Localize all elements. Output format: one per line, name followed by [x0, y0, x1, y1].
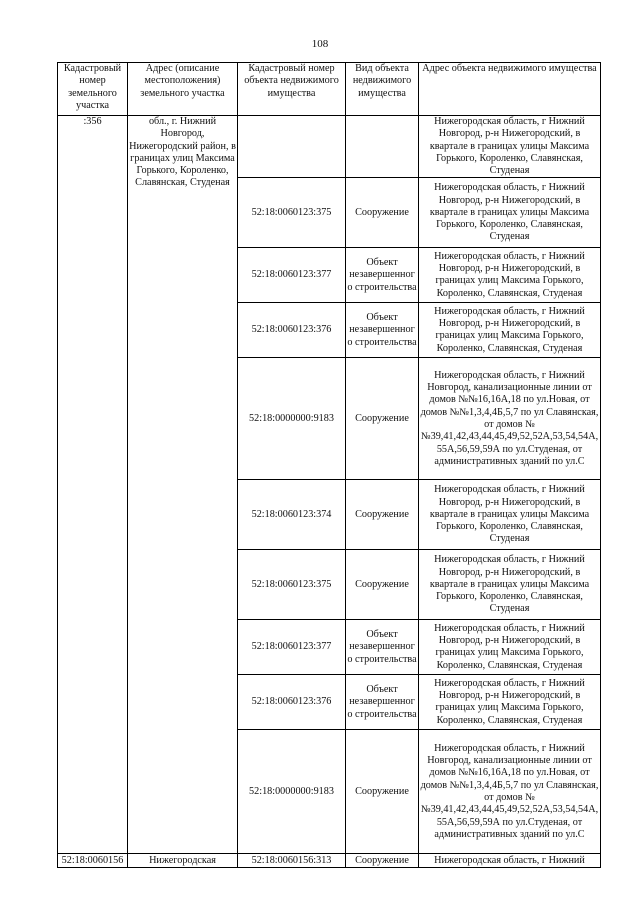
page-number: 108	[311, 38, 329, 50]
object-address: Нижегородская область, г Нижний	[419, 854, 601, 868]
object-type: Объект незавершенного строительства	[346, 675, 419, 730]
object-cadastral-number: 52:18:0060123:376	[238, 303, 346, 358]
object-cadastral-number: 52:18:0000000:9183	[238, 358, 346, 480]
object-cadastral-number: 52:18:0060123:375	[238, 550, 346, 620]
object-cadastral-number: 52:18:0000000:9183	[238, 730, 346, 854]
object-address: Нижегородская область, г Нижний Новгород, р-н Нижегородский, в квартале в границах улицы Максима Горького, Короленко, Славянская, Студеная	[419, 116, 601, 178]
object-address: Нижегородская область, г Нижний Новгород, р-н Нижегородский, в границах улиц Максима Горького, Короленко, Славянская, Студеная	[419, 620, 601, 675]
table-header-row	[58, 63, 601, 116]
property-table	[57, 62, 601, 868]
object-type: Сооружение	[346, 358, 419, 480]
object-type: Объект незавершенного строительства	[346, 620, 419, 675]
object-address: Нижегородская область, г Нижний Новгород, р-н Нижегородский, в границах улиц Максима Горького, Короленко, Славянская, Студеная	[419, 303, 601, 358]
object-type: Сооружение	[346, 178, 419, 248]
header-land-cadastral-number: Кадастровый номер земельного участка	[58, 63, 128, 116]
object-type: Сооружение	[346, 854, 419, 868]
object-type: Сооружение	[346, 730, 419, 854]
object-cadastral-number: 52:18:0060123:374	[238, 480, 346, 550]
object-type: Сооружение	[346, 480, 419, 550]
land-cadastral-number: :356	[58, 116, 128, 854]
object-address: Нижегородская область, г Нижний Новгород, р-н Нижегородский, в квартале в границах улицы Максима Горького, Короленко, Славянская, Студеная	[419, 178, 601, 248]
object-address: Нижегородская область, г Нижний Новгород, р-н Нижегородский, в квартале в границах улицы Максима Горького, Короленко, Славянская, Студеная	[419, 480, 601, 550]
land-address: Нижегородская	[128, 854, 238, 868]
land-cadastral-number: 52:18:0060156	[58, 854, 128, 868]
object-cadastral-number: 52:18:0060123:376	[238, 675, 346, 730]
object-cadastral-number: 52:18:0060123:377	[238, 248, 346, 303]
object-cadastral-number: 52:18:0060123:375	[238, 178, 346, 248]
header-land-address: Адрес (описание местоположения) земельного участка	[128, 63, 238, 116]
header-object-type: Вид объекта недвижимого имущества	[346, 63, 419, 116]
table-row	[58, 116, 601, 178]
object-address: Нижегородская область, г Нижний Новгород, канализационные линии от домов №№16,16А,18 по ул.Новая, от домов №№1,3,4,4Б,5,7 по ул Славянская, от домов №№39,41,42,43,44,45,49,52,52А,53,54,54А,55А,56,59,59А по ул.Студеная, от административных зданий по ул.С	[419, 358, 601, 480]
object-address: Нижегородская область, г Нижний Новгород, р-н Нижегородский, в границах улиц Максима Горького, Короленко, Славянская, Студеная	[419, 675, 601, 730]
object-type: Объект незавершенного строительства	[346, 303, 419, 358]
object-type: Объект незавершенного строительства	[346, 248, 419, 303]
header-object-address: Адрес объекта недвижимого имущества	[419, 63, 601, 116]
object-address: Нижегородская область, г Нижний Новгород, канализационные линии от домов №№16,16А,18 по ул.Новая, от домов №№1,3,4,4Б,5,7 по ул Славянская, от домов №№39,41,42,43,44,45,49,52,52А,53,54,54А,55А,56,59,59А по ул.Студеная, от административных зданий по ул.С	[419, 730, 601, 854]
object-cadastral-number	[238, 116, 346, 178]
object-address: Нижегородская область, г Нижний Новгород, р-н Нижегородский, в квартале в границах улицы Максима Горького, Короленко, Славянская, Студеная	[419, 550, 601, 620]
object-type	[346, 116, 419, 178]
object-type: Сооружение	[346, 550, 419, 620]
object-address: Нижегородская область, г Нижний Новгород, р-н Нижегородский, в границах улиц Максима Горького, Короленко, Славянская, Студеная	[419, 248, 601, 303]
object-cadastral-number: 52:18:0060156:313	[238, 854, 346, 868]
land-address: обл., г. Нижний Новгород, Нижегородский район, в границах улиц Максима Горького, Короленко, Славянская, Студеная	[128, 116, 238, 854]
object-cadastral-number: 52:18:0060123:377	[238, 620, 346, 675]
table-row	[58, 854, 601, 868]
header-object-cadastral-number: Кадастровый номер объекта недвижимого имущества	[238, 63, 346, 116]
